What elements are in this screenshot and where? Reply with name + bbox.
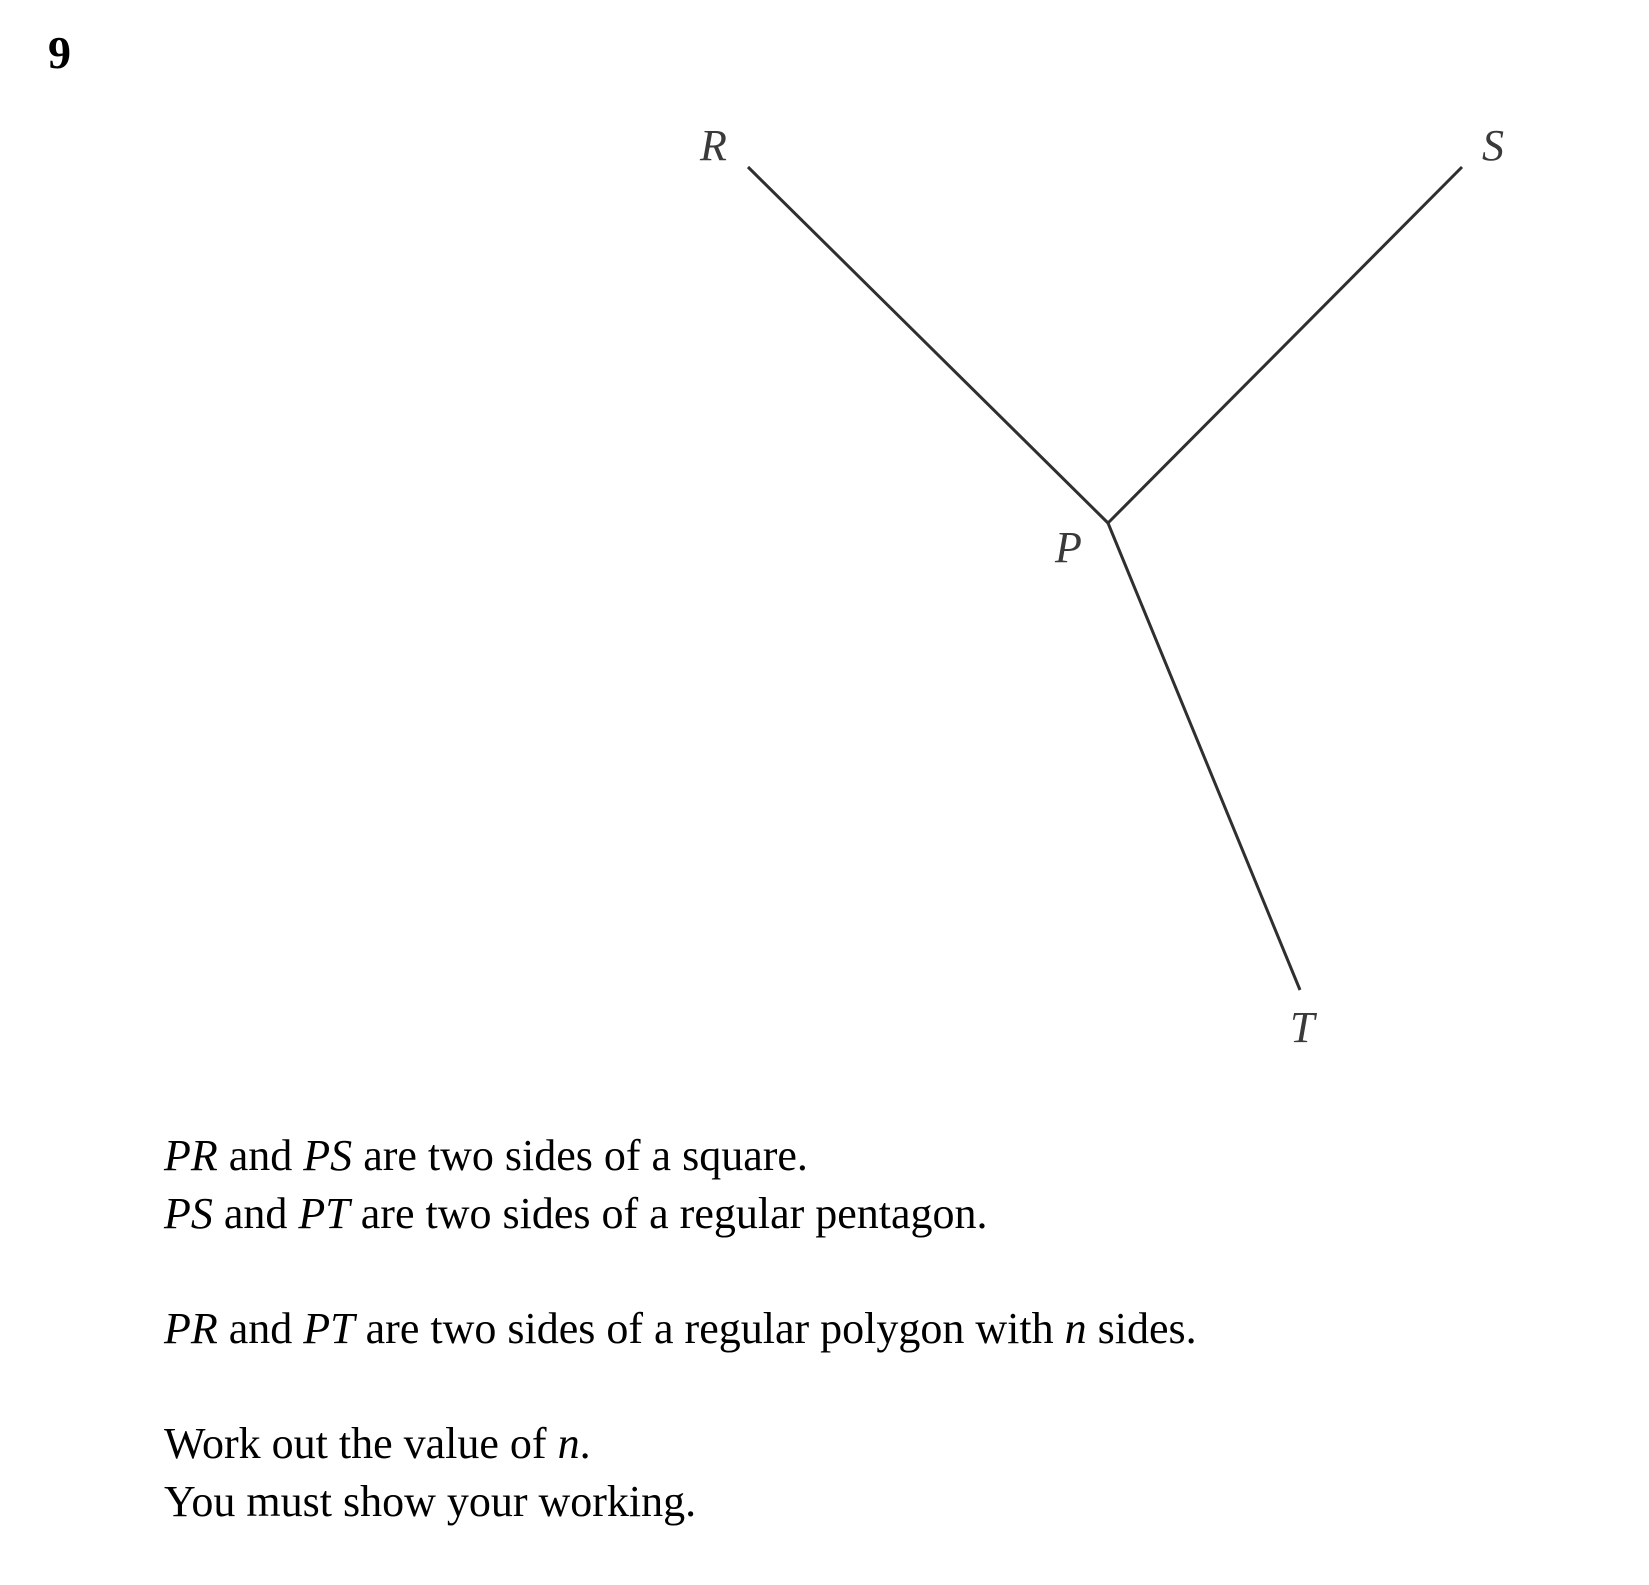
statement-line-polygon <box>164 1300 1197 1358</box>
point-label-s: S <box>1482 121 1504 170</box>
instruction-line-work-out <box>164 1415 696 1473</box>
line-ps <box>1108 167 1462 523</box>
line-pr <box>748 167 1108 523</box>
statement-paragraph-1 <box>164 1127 988 1243</box>
point-label-r: R <box>700 121 727 170</box>
connector-text: and <box>212 1189 299 1238</box>
statement-line-square <box>164 1127 988 1185</box>
segment-pt: PT <box>298 1189 350 1238</box>
connector-text: and <box>217 1131 304 1180</box>
variable-n: n <box>557 1419 580 1468</box>
statement-paragraph-2 <box>164 1300 1197 1358</box>
question-number: 9 <box>48 27 71 78</box>
instruction-text: Work out the value of <box>164 1419 558 1468</box>
variable-n: n <box>1064 1304 1087 1353</box>
statement-text: are two sides of a regular polygon with <box>354 1304 1065 1353</box>
connector-text: and <box>217 1304 304 1353</box>
statement-text-end: sides. <box>1086 1304 1197 1353</box>
statement-line-pentagon <box>164 1185 988 1243</box>
line-pt <box>1108 523 1300 990</box>
instruction-paragraph <box>164 1415 696 1531</box>
segment-pr: PR <box>164 1304 218 1353</box>
segment-ps: PS <box>303 1131 353 1180</box>
segment-ps: PS <box>164 1189 213 1238</box>
segment-pr: PR <box>164 1131 218 1180</box>
statement-text: are two sides of a regular pentagon. <box>349 1189 988 1238</box>
segment-pt: PT <box>303 1304 355 1353</box>
instruction-line-show-working: You must show your working. <box>164 1477 697 1526</box>
point-label-p: P <box>1055 523 1082 572</box>
point-label-t: T <box>1290 1003 1315 1052</box>
statement-text: are two sides of a square. <box>352 1131 808 1180</box>
instruction-text-end: . <box>579 1419 591 1468</box>
